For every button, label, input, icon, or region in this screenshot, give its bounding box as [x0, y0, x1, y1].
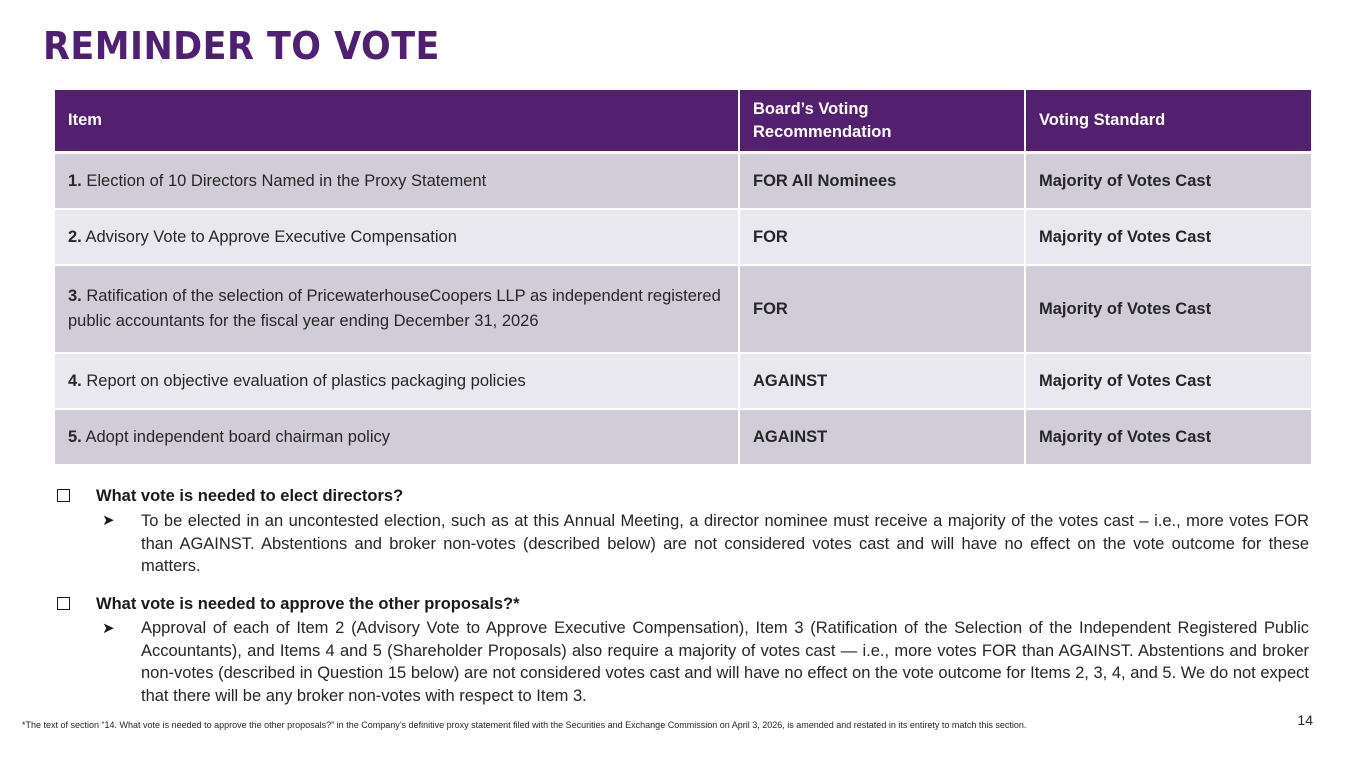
- table-row: [55, 410, 1311, 466]
- arrowhead-icon: ➤: [102, 620, 115, 637]
- item-text: Advisory Vote to Approve Executive Compensation: [81, 227, 457, 246]
- recommendation-cell: AGAINST: [740, 354, 1026, 410]
- voting-items-table: [55, 90, 1311, 466]
- question-heading: [57, 487, 403, 506]
- checkbox-square-icon: [57, 489, 70, 502]
- standard-cell: Majority of Votes Cast: [1026, 210, 1311, 266]
- item-cell: [55, 410, 740, 466]
- question-text: What vote is needed to elect directors?: [96, 487, 404, 505]
- checkbox-square-icon: [57, 597, 70, 610]
- item-cell: [55, 154, 740, 210]
- item-number: 3.: [68, 287, 82, 305]
- item-text: Ratification of the selection of PricewaterhouseCoopers LLP as independent registered public accountants for the fiscal year ending December 31, 2026: [68, 287, 721, 330]
- recommendation-cell: FOR: [740, 266, 1026, 354]
- standard-cell: Majority of Votes Cast: [1026, 266, 1311, 354]
- answer-text: To be elected in an uncontested election, such as at this Annual Meeting, a director nominee must receive a majority of the votes cast – i.e., more votes FOR than AGAINST. Abstentions and broker non-votes (described below) are not considered votes cast and will have no effect on the vote outcome for these matters.: [141, 512, 1309, 575]
- item-number: 5.: [68, 427, 82, 446]
- header-recommendation: Board’s Voting Recommendation: [740, 90, 1026, 154]
- question-heading: [57, 595, 520, 614]
- item-number: 1.: [68, 171, 82, 190]
- table-row: [55, 354, 1311, 410]
- table-row: [55, 154, 1311, 210]
- item-text: Report on objective evaluation of plastics packaging policies: [81, 371, 526, 390]
- header-voting-standard: Voting Standard: [1026, 90, 1311, 154]
- item-text: Election of 10 Directors Named in the Proxy Statement: [81, 171, 487, 190]
- recommendation-cell: FOR: [740, 210, 1026, 266]
- table-header-row: [55, 90, 1311, 154]
- item-number: 4.: [68, 371, 82, 390]
- item-cell: [55, 266, 740, 354]
- recommendation-cell: AGAINST: [740, 410, 1026, 466]
- item-text: Adopt independent board chairman policy: [81, 427, 390, 446]
- footnote: *The text of section “14. What vote is needed to approve the other proposals?” in the Company’s definitive proxy statement filed with the Securities and Exchange Commission on April 3, 2026, is amended and restated in its entirety to match this section.: [22, 720, 1027, 730]
- item-number: 2.: [68, 227, 82, 246]
- standard-cell: Majority of Votes Cast: [1026, 154, 1311, 210]
- page-title: REMINDER TO VOTE: [43, 24, 440, 68]
- standard-cell: Majority of Votes Cast: [1026, 410, 1311, 466]
- arrowhead-icon: ➤: [102, 512, 115, 529]
- table-row: [55, 266, 1311, 354]
- standard-cell: Majority of Votes Cast: [1026, 354, 1311, 410]
- page-number: 14: [1297, 712, 1313, 728]
- item-cell: [55, 354, 740, 410]
- item-cell: [55, 210, 740, 266]
- question-text: What vote is needed to approve the other proposals?*: [96, 595, 520, 613]
- table-row: [55, 210, 1311, 266]
- answer-text: Approval of each of Item 2 (Advisory Vote to Approve Executive Compensation), Item 3 (Ratification of the Selection of the Independent Registered Public Accountants), and Items 4 and 5 (Shareholder Proposals) also require a majority of votes cast — i.e., more votes FOR than AGAINST. Abstentions and broker non-votes (described in Question 15 below) are not considered votes cast and will have no effect on the vote outcome for Items 2, 3, 4, and 5. We do not expect that there will be any broker non-votes with respect to Item 3.: [141, 619, 1309, 705]
- recommendation-cell: FOR All Nominees: [740, 154, 1026, 210]
- header-item: Item: [55, 90, 740, 154]
